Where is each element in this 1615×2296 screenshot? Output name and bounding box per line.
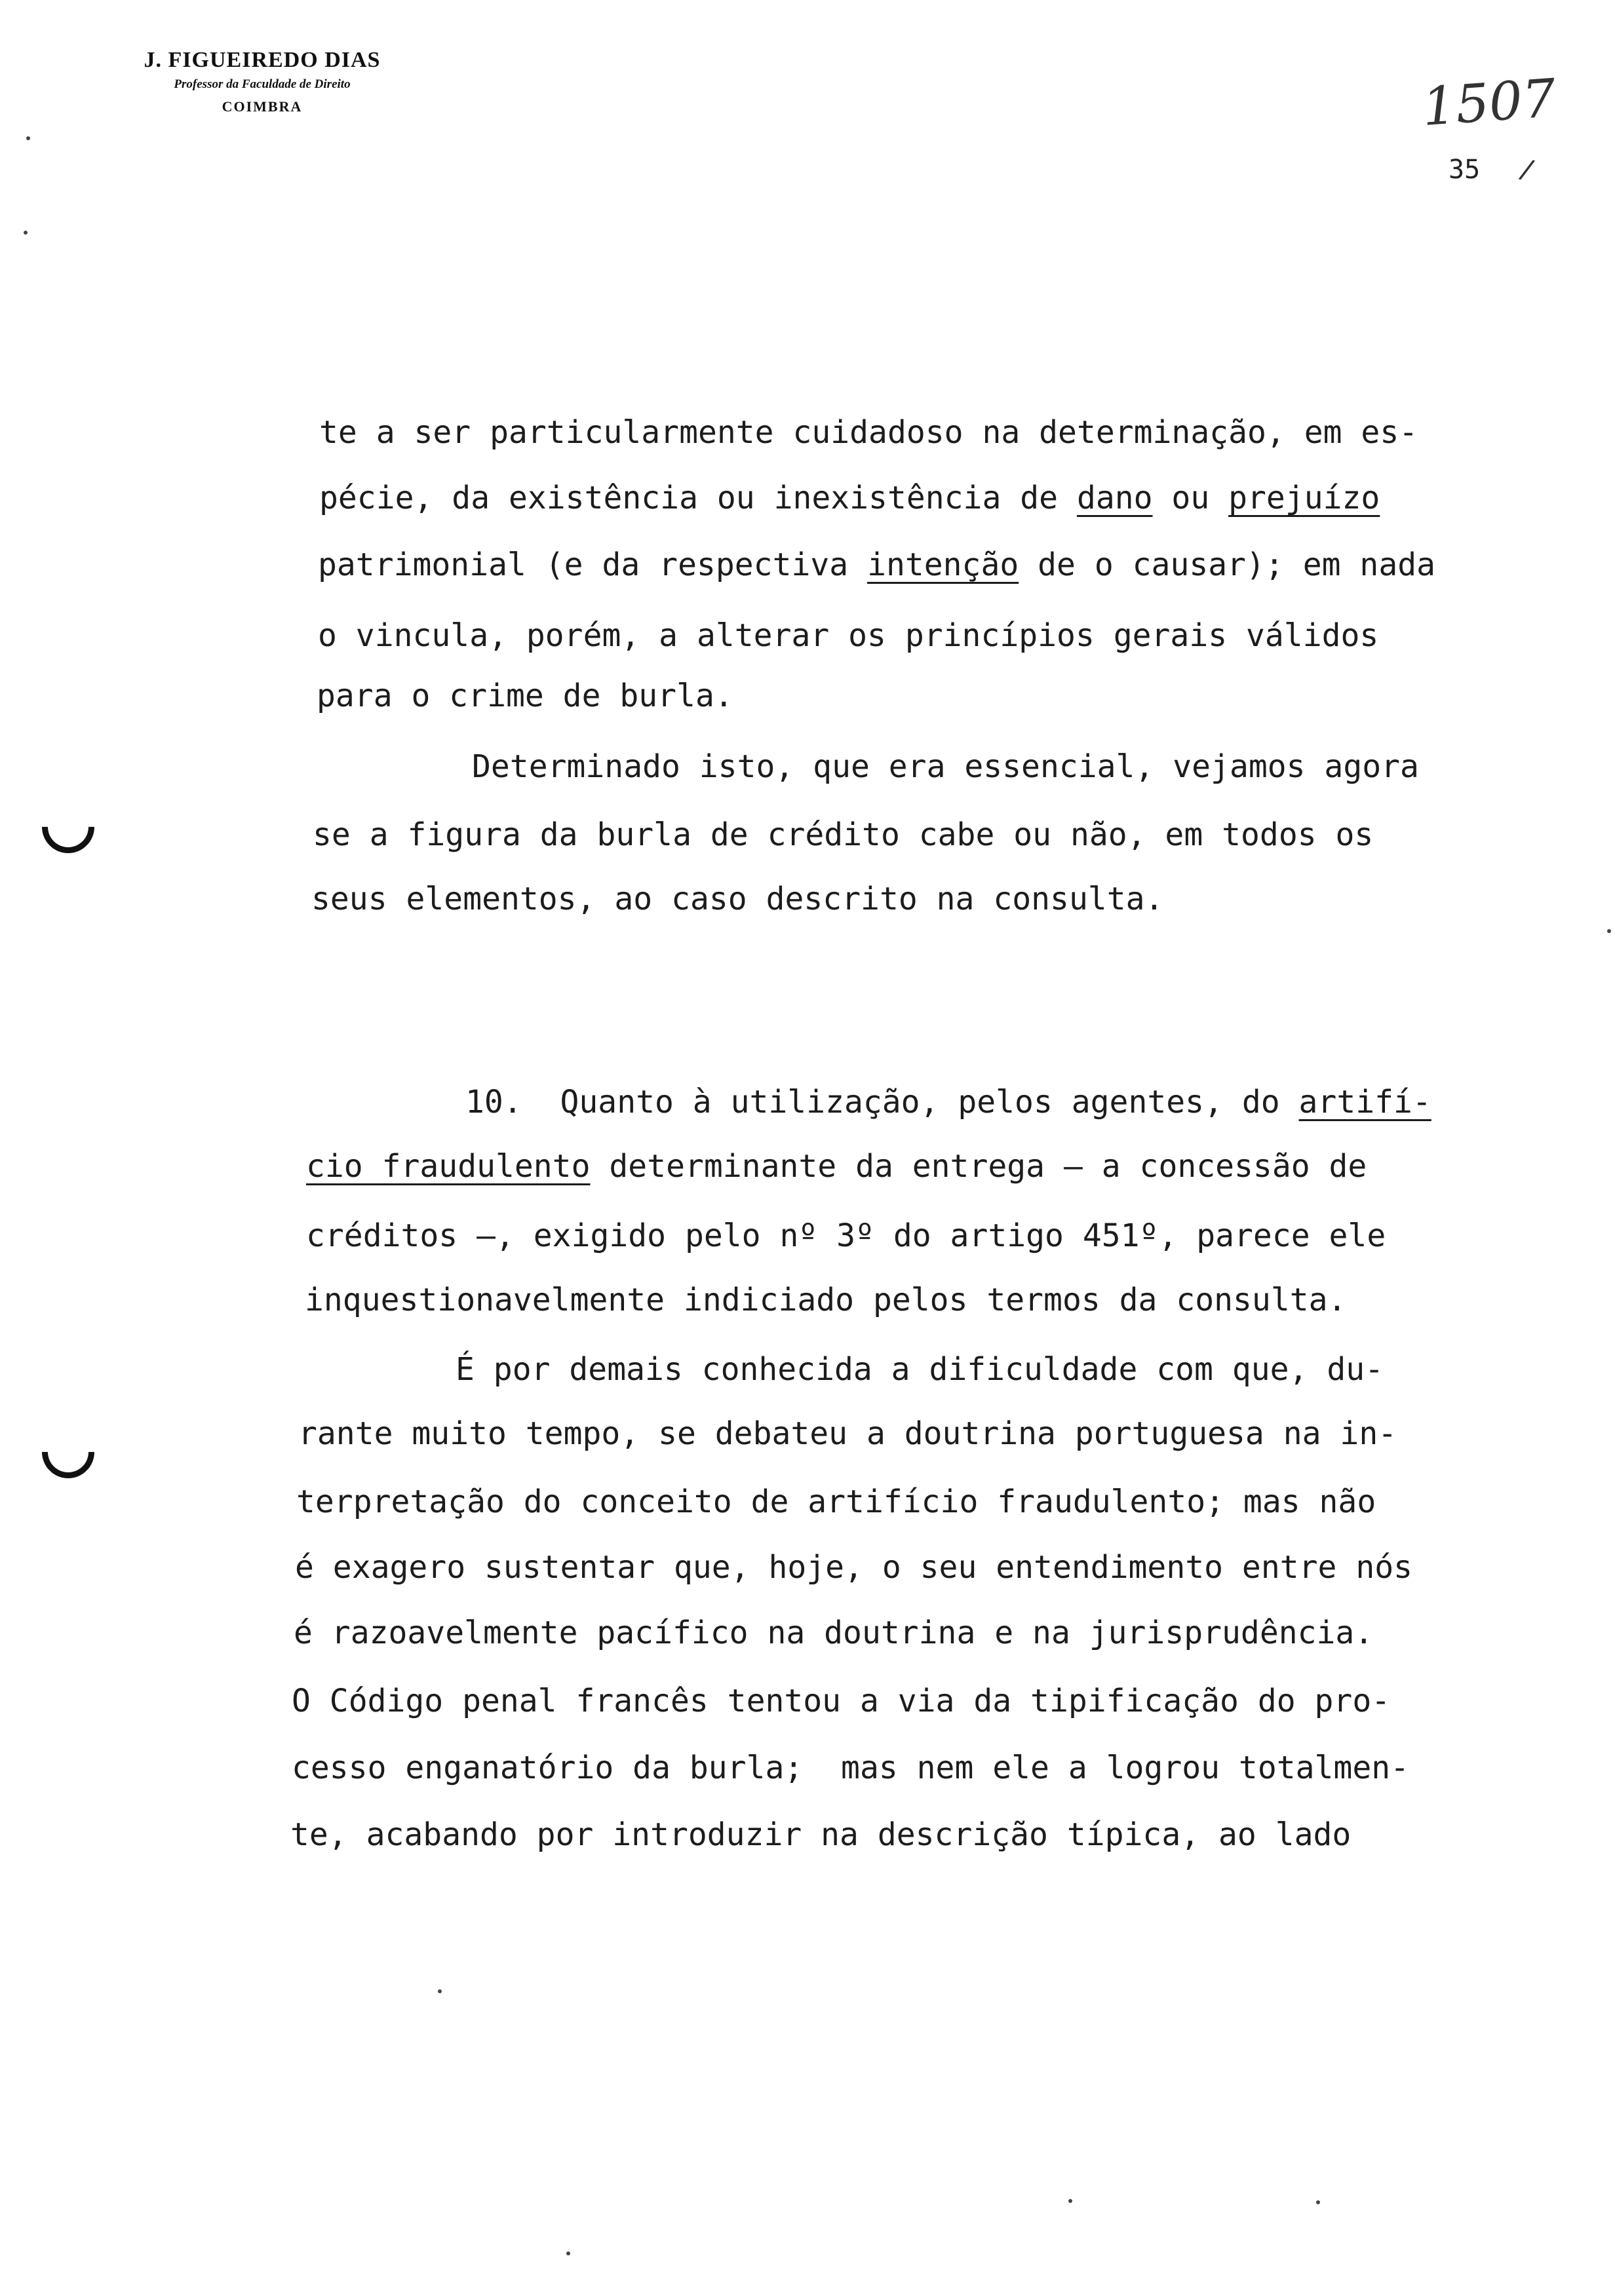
body-line: cesso enganatório da burla; mas nem ele a logrou totalmen- [292,1750,1410,1786]
body-line: é razoavelmente pacífico na doutrina e na jurisprudência. [294,1615,1374,1651]
underlined-term: dano [1076,480,1153,516]
body-line: é exagero sustentar que, hoje, o seu entendimento entre nós [295,1549,1413,1586]
letterhead-name: J. FIGUEIREDO DIAS [144,48,381,72]
body-line: te, acabando por introduzir na descrição típica, ao lado [290,1816,1352,1853]
scan-speck [438,1989,442,1993]
scan-speck [1607,929,1611,933]
letterhead-role: Professor da Faculdade de Direito [174,77,351,91]
underlined-term: cio fraudulento [306,1148,591,1185]
body-line: seus elementos, ao caso descrito na consulta. [311,881,1164,917]
letterhead-city: COIMBRA [222,98,303,115]
scan-speck [566,2251,570,2255]
punch-hole-mark-bottom [31,1415,105,1489]
letterhead [98,46,426,119]
body-line: É por demais conhecida a dificuldade com que, du- [456,1351,1384,1388]
page-number-mark: / [1516,153,1538,187]
scan-speck [1068,2199,1072,2203]
body-line: patrimonial (e da respectiva intenção de o causar); em nada [318,546,1436,583]
underlined-term: intenção [867,546,1019,583]
body-line: Determinado isto, que era essencial, vejamos agora [472,748,1419,785]
body-line: pécie, da existência ou inexistência de dano ou prejuízo [319,480,1380,516]
body-line: rante muito tempo, se debateu a doutrina portuguesa na in- [298,1415,1397,1452]
scan-speck [1316,2200,1320,2204]
underlined-term: artifí- [1298,1084,1431,1120]
handwritten-folio-number: 1507 [1420,67,1558,138]
punch-hole-mark-top [31,790,105,864]
body-line: te a ser particularmente cuidadoso na determinação, em es- [319,414,1418,451]
body-line: para o crime de burla. [317,678,733,714]
body-line: se a figura da burla de crédito cabe ou não, em todos os [313,816,1374,853]
scan-speck [26,136,30,140]
body-line: cio fraudulento determinante da entrega — a concessão de [306,1148,1367,1185]
body-line: terpretação do conceito de artifício fraudulento; mas não [296,1483,1376,1520]
body-line: o vincula, porém, a alterar os princípios gerais válidos [318,617,1379,654]
page-number: 35 [1449,155,1481,185]
body-line: O Código penal francês tentou a via da tipificação do pro- [292,1683,1391,1719]
body-line: 10. Quanto à utilização, pelos agentes, do artifí- [465,1084,1431,1120]
underlined-term: prejuízo [1228,480,1380,516]
body-line: inquestionavelmente indiciado pelos termos da consulta. [305,1282,1347,1318]
body-line: créditos —, exigido pelo nº 3º do artigo 451º, parece ele [306,1217,1386,1254]
scan-speck [24,231,28,235]
